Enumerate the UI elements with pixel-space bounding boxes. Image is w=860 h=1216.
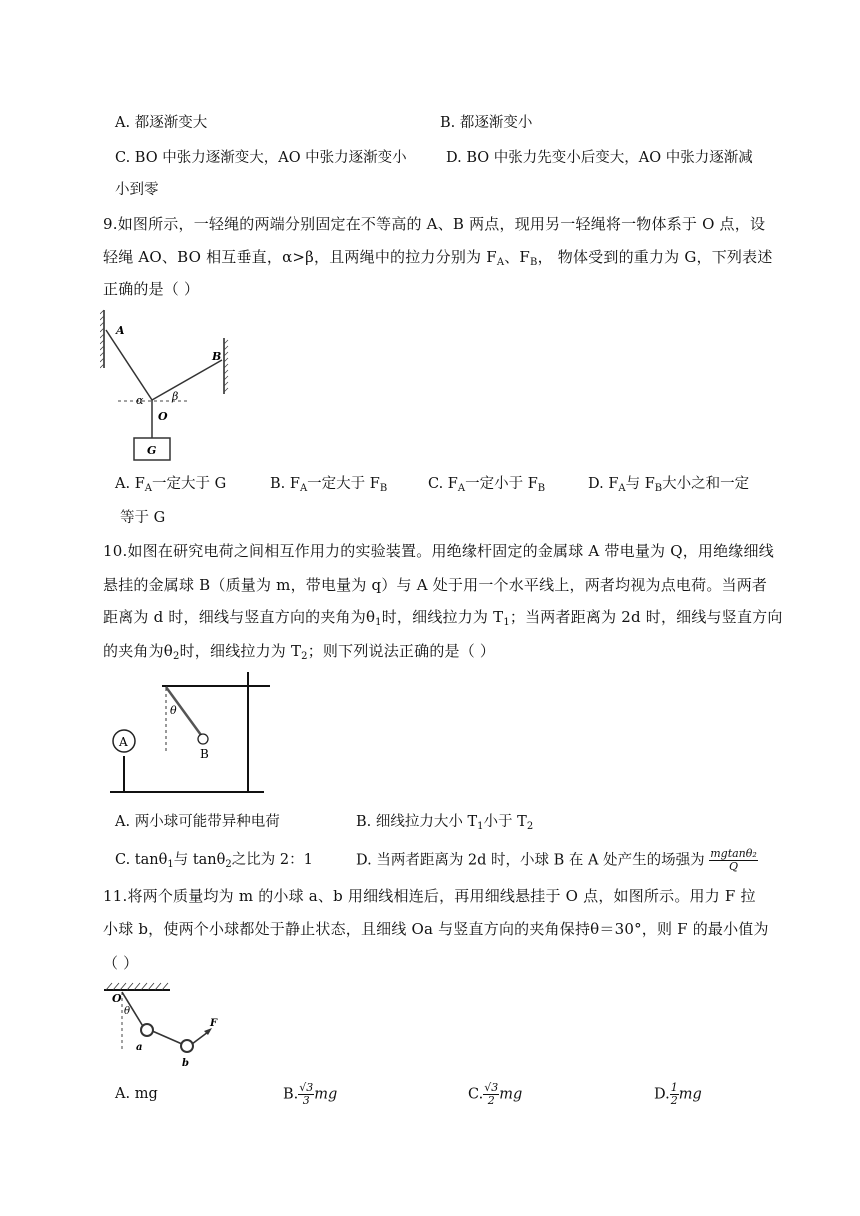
q11-label-a: a [136,1042,143,1053]
q9-figure [100,308,240,466]
q8-option-c: C. BO 中张力逐渐变大，AO 中张力逐渐变小 [115,150,407,166]
q11-stem-line2: 小球 b，使两个小球都处于静止状态，且细线 Oa 与竖直方向的夹角保持θ＝30°，则 F 的最小值为 [103,920,769,938]
q10-stem-line3: 距离为 d 时，细线与竖直方向的夹角为$\theta_1$时，细线拉力为 $T_1$；当两者距离为 2d 时，细线与竖直方向 [103,608,783,628]
q11-option-c: C. $\frac{√3}{2}$ mg [468,1081,523,1107]
q10-option-b: B. 细线拉力大小 $T_1$小于 $T_2$ [356,814,534,832]
q11-label-theta: θ [124,1006,131,1017]
q11-stem-line1: 11.将两个质量均为 m 的小球 a、b 用细线相连后，再用细线悬挂于 O 点，如图所示。用力 F 拉 [103,887,756,905]
q10-option-c: C. tanθ$_1$与 tanθ$_2$之比为 2：1 [115,852,313,870]
q8-option-d-cont: 小到零 [115,182,159,198]
q10-option-a: A. 两小球可能带异种电荷 [115,814,280,830]
q9-stem-line3: 正确的是（ ） [103,280,200,298]
q8-option-d: D. BO 中张力先变小后变大，AO 中张力逐渐减 [446,150,753,166]
q9-option-c: C. $F_A$一定小于 $F_B$ [428,476,546,494]
q9-stem-line1: 9.如图所示，一轻绳的两端分别固定在不等高的 A、B 两点，现用另一轻绳将一物体系于 O 点，设 [103,215,766,233]
q11-figure [100,980,230,1070]
q10-label-theta: θ [170,704,177,717]
q11-stem-line3: （ ） [103,954,139,972]
q10-label-b: B [200,747,209,761]
q10-figure [104,668,276,800]
q9-label-a: A [116,324,125,337]
q9-label-beta: β [172,390,179,403]
q9-label-g: G [147,444,157,457]
q11-label-b: b [182,1058,189,1069]
q10-label-a: A [119,735,128,749]
q9-label-b: B [212,350,222,363]
q10-option-d-fraction: $\frac{\text{mgtanθ₂}}{Q}$ [710,847,757,873]
q9-option-d-cont: 等于 G [120,510,166,526]
q9-option-a: A. $F_A$一定大于 G [115,476,227,494]
q10-stem-line2: 悬挂的金属球 B（质量为 m，带电量为 q）与 A 处于用一个水平线上，两者均视为点电荷。当两者 [103,576,768,594]
q11-option-a: A. mg [115,1086,158,1102]
q10-option-d: D. 当两者距离为 2d 时，小球 B 在 A 处产生的场强为 $\frac{\text{mgtanθ₂}}{Q}$ [356,847,757,873]
q10-stem-line4: 的夹角为$\theta_2$时，细线拉力为 $T_2$；则下列说法正确的是（ ） [103,642,496,662]
q10-stem-line1: 10.如图在研究电荷之间相互作用力的实验装置。用绝缘杆固定的金属球 A 带电量为 Q，用绝缘细线 [103,542,774,560]
q8-option-b: B. 都逐渐变小 [440,115,533,131]
q11-option-b: B. $\frac{√3}{3}$ mg [283,1081,338,1107]
q11-label-f: F [210,1018,218,1029]
q9-option-d: D. $F_A$与 $F_B$大小之和一定 [588,476,750,494]
q11-option-d: D. $\frac{1}{2}$ mg [654,1081,702,1107]
q11-label-o: O [112,992,122,1005]
q9-stem-line2: 轻绳 AO、BO 相互垂直，α>β，且两绳中的拉力分别为 $F_A$、$F_B$， 物体受到的重力为 G，下列表述 [103,248,773,268]
q9-label-alpha: α [136,394,144,407]
q9-option-b: B. $F_A$一定大于 $F_B$ [270,476,388,494]
q8-option-a: A. 都逐渐变大 [115,115,208,131]
q9-label-o: O [158,410,168,423]
